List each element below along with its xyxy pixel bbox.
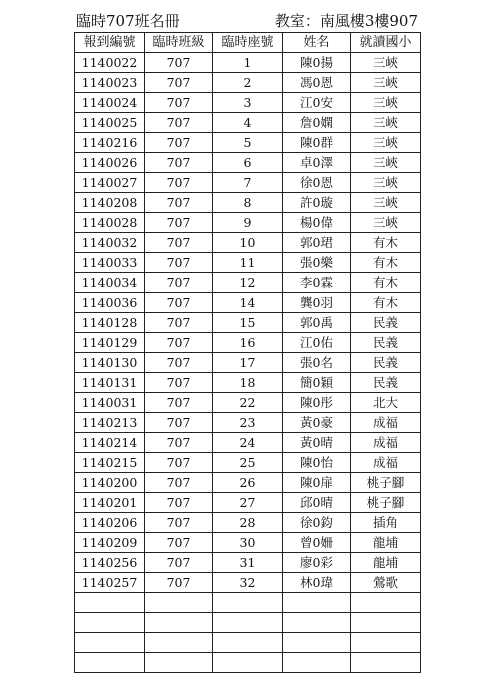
registration-no-cell [75, 653, 145, 673]
student-name-cell: 黃0晴 [283, 433, 351, 453]
seat-no-cell: 22 [213, 393, 283, 413]
elementary-school-cell: 三峽 [351, 213, 421, 233]
seat-no-cell: 15 [213, 313, 283, 333]
seat-no-cell: 14 [213, 293, 283, 313]
registration-no-cell: 1140214 [75, 433, 145, 453]
page-header [76, 10, 418, 32]
student-name-cell [283, 593, 351, 613]
registration-no-cell: 1140208 [75, 193, 145, 213]
temp-class-cell: 707 [145, 93, 213, 113]
elementary-school-cell: 有木 [351, 273, 421, 293]
table-row [75, 233, 421, 253]
registration-no-cell: 1140022 [75, 53, 145, 73]
seat-no-cell: 28 [213, 513, 283, 533]
table-row [75, 473, 421, 493]
registration-no-cell: 1140200 [75, 473, 145, 493]
temp-class-cell: 707 [145, 533, 213, 553]
elementary-school-cell [351, 633, 421, 653]
seat-no-cell: 4 [213, 113, 283, 133]
student-name-cell: 江0佑 [283, 333, 351, 353]
table-row [75, 493, 421, 513]
student-name-cell: 邱0晴 [283, 493, 351, 513]
registration-no-cell [75, 613, 145, 633]
elementary-school-cell [351, 653, 421, 673]
table-row [75, 633, 421, 653]
elementary-school-cell: 民義 [351, 333, 421, 353]
temp-class-cell: 707 [145, 293, 213, 313]
col-header-name: 姓名 [283, 33, 351, 53]
registration-no-cell: 1140129 [75, 333, 145, 353]
temp-class-cell [145, 633, 213, 653]
seat-no-cell: 24 [213, 433, 283, 453]
table-row [75, 393, 421, 413]
seat-no-cell: 18 [213, 373, 283, 393]
registration-no-cell: 1140031 [75, 393, 145, 413]
student-name-cell: 江0安 [283, 93, 351, 113]
elementary-school-cell: 龍埔 [351, 533, 421, 553]
temp-class-cell: 707 [145, 473, 213, 493]
registration-no-cell: 1140025 [75, 113, 145, 133]
roster-table [74, 32, 421, 673]
header-row [75, 33, 421, 53]
seat-no-cell: 32 [213, 573, 283, 593]
registration-no-cell: 1140024 [75, 93, 145, 113]
col-header-temp-class: 臨時班級 [145, 33, 213, 53]
table-row [75, 593, 421, 613]
roster-title: 臨時707班名冊 [76, 12, 180, 30]
registration-no-cell: 1140206 [75, 513, 145, 533]
registration-no-cell [75, 593, 145, 613]
table-row [75, 453, 421, 473]
temp-class-cell: 707 [145, 133, 213, 153]
table-row [75, 413, 421, 433]
table-row [75, 573, 421, 593]
temp-class-cell: 707 [145, 113, 213, 133]
student-name-cell: 李0霖 [283, 273, 351, 293]
elementary-school-cell: 三峽 [351, 193, 421, 213]
table-row [75, 53, 421, 73]
registration-no-cell: 1140130 [75, 353, 145, 373]
student-name-cell [283, 653, 351, 673]
table-row [75, 193, 421, 213]
seat-no-cell: 7 [213, 173, 283, 193]
seat-no-cell: 6 [213, 153, 283, 173]
temp-class-cell [145, 653, 213, 673]
student-name-cell: 徐0恩 [283, 173, 351, 193]
seat-no-cell [213, 613, 283, 633]
table-row [75, 533, 421, 553]
seat-no-cell [213, 593, 283, 613]
elementary-school-cell: 三峽 [351, 173, 421, 193]
student-name-cell: 郭0珺 [283, 233, 351, 253]
temp-class-cell [145, 613, 213, 633]
temp-class-cell: 707 [145, 73, 213, 93]
seat-no-cell: 16 [213, 333, 283, 353]
elementary-school-cell: 有木 [351, 253, 421, 273]
temp-class-cell: 707 [145, 313, 213, 333]
temp-class-cell: 707 [145, 573, 213, 593]
table-row [75, 373, 421, 393]
elementary-school-cell: 插角 [351, 513, 421, 533]
temp-class-cell: 707 [145, 433, 213, 453]
seat-no-cell: 11 [213, 253, 283, 273]
student-name-cell: 曾0姍 [283, 533, 351, 553]
registration-no-cell: 1140033 [75, 253, 145, 273]
student-name-cell: 陳0揚 [283, 53, 351, 73]
temp-class-cell: 707 [145, 553, 213, 573]
seat-no-cell: 8 [213, 193, 283, 213]
registration-no-cell: 1140201 [75, 493, 145, 513]
table-row [75, 353, 421, 373]
seat-no-cell: 5 [213, 133, 283, 153]
col-header-registration-no: 報到編號 [75, 33, 145, 53]
seat-no-cell [213, 653, 283, 673]
temp-class-cell: 707 [145, 373, 213, 393]
seat-no-cell: 10 [213, 233, 283, 253]
temp-class-cell: 707 [145, 453, 213, 473]
seat-no-cell: 31 [213, 553, 283, 573]
table-row [75, 253, 421, 273]
temp-class-cell: 707 [145, 253, 213, 273]
elementary-school-cell: 三峽 [351, 133, 421, 153]
elementary-school-cell: 民義 [351, 313, 421, 333]
table-row [75, 293, 421, 313]
elementary-school-cell: 三峽 [351, 93, 421, 113]
elementary-school-cell: 有木 [351, 293, 421, 313]
temp-class-cell: 707 [145, 513, 213, 533]
registration-no-cell: 1140213 [75, 413, 145, 433]
registration-no-cell: 1140209 [75, 533, 145, 553]
seat-no-cell: 9 [213, 213, 283, 233]
table-row [75, 213, 421, 233]
registration-no-cell: 1140128 [75, 313, 145, 333]
elementary-school-cell: 三峽 [351, 153, 421, 173]
student-name-cell [283, 613, 351, 633]
table-row [75, 333, 421, 353]
temp-class-cell: 707 [145, 333, 213, 353]
registration-no-cell: 1140257 [75, 573, 145, 593]
seat-no-cell: 12 [213, 273, 283, 293]
student-name-cell: 許0璇 [283, 193, 351, 213]
temp-class-cell: 707 [145, 193, 213, 213]
registration-no-cell: 1140256 [75, 553, 145, 573]
col-header-seat-no: 臨時座號 [213, 33, 283, 53]
elementary-school-cell: 三峽 [351, 113, 421, 133]
classroom-location: 教室：南風樓3樓907 [274, 12, 418, 30]
temp-class-cell: 707 [145, 353, 213, 373]
elementary-school-cell: 成福 [351, 433, 421, 453]
registration-no-cell: 1140027 [75, 173, 145, 193]
elementary-school-cell: 三峽 [351, 53, 421, 73]
student-name-cell: 楊0偉 [283, 213, 351, 233]
temp-class-cell: 707 [145, 173, 213, 193]
temp-class-cell: 707 [145, 273, 213, 293]
student-name-cell: 張0樂 [283, 253, 351, 273]
registration-no-cell: 1140026 [75, 153, 145, 173]
elementary-school-cell: 北大 [351, 393, 421, 413]
student-name-cell: 詹0嫻 [283, 113, 351, 133]
table-row [75, 653, 421, 673]
table-row [75, 313, 421, 333]
student-name-cell: 徐0鈞 [283, 513, 351, 533]
registration-no-cell: 1140036 [75, 293, 145, 313]
registration-no-cell: 1140032 [75, 233, 145, 253]
registration-no-cell: 1140215 [75, 453, 145, 473]
student-name-cell: 張0名 [283, 353, 351, 373]
table-row [75, 173, 421, 193]
student-name-cell: 郭0禹 [283, 313, 351, 333]
table-row [75, 273, 421, 293]
seat-no-cell: 27 [213, 493, 283, 513]
table-row [75, 513, 421, 533]
elementary-school-cell: 桃子腳 [351, 473, 421, 493]
elementary-school-cell [351, 593, 421, 613]
seat-no-cell: 3 [213, 93, 283, 113]
temp-class-cell: 707 [145, 213, 213, 233]
elementary-school-cell: 民義 [351, 353, 421, 373]
registration-no-cell: 1140131 [75, 373, 145, 393]
temp-class-cell: 707 [145, 393, 213, 413]
temp-class-cell: 707 [145, 493, 213, 513]
student-name-cell: 陳0扉 [283, 473, 351, 493]
seat-no-cell: 17 [213, 353, 283, 373]
elementary-school-cell: 鶯歌 [351, 573, 421, 593]
roster-body [75, 53, 421, 673]
seat-no-cell: 26 [213, 473, 283, 493]
elementary-school-cell [351, 613, 421, 633]
elementary-school-cell: 桃子腳 [351, 493, 421, 513]
student-name-cell: 卓0澤 [283, 153, 351, 173]
student-name-cell: 馮0恩 [283, 73, 351, 93]
table-row [75, 553, 421, 573]
temp-class-cell: 707 [145, 153, 213, 173]
temp-class-cell: 707 [145, 413, 213, 433]
registration-no-cell: 1140023 [75, 73, 145, 93]
table-row [75, 133, 421, 153]
student-name-cell: 林0瑋 [283, 573, 351, 593]
table-row [75, 433, 421, 453]
col-header-elementary-school: 就讀國小 [351, 33, 421, 53]
student-name-cell: 廖0彩 [283, 553, 351, 573]
elementary-school-cell: 三峽 [351, 73, 421, 93]
elementary-school-cell: 成福 [351, 453, 421, 473]
registration-no-cell: 1140028 [75, 213, 145, 233]
table-row [75, 613, 421, 633]
student-name-cell: 陳0群 [283, 133, 351, 153]
registration-no-cell: 1140216 [75, 133, 145, 153]
student-name-cell [283, 633, 351, 653]
seat-no-cell [213, 633, 283, 653]
student-name-cell: 龔0羽 [283, 293, 351, 313]
student-name-cell: 陳0怡 [283, 453, 351, 473]
student-name-cell: 簡0穎 [283, 373, 351, 393]
registration-no-cell: 1140034 [75, 273, 145, 293]
seat-no-cell: 2 [213, 73, 283, 93]
table-row [75, 153, 421, 173]
table-row [75, 73, 421, 93]
seat-no-cell: 23 [213, 413, 283, 433]
seat-no-cell: 25 [213, 453, 283, 473]
temp-class-cell [145, 593, 213, 613]
seat-no-cell: 30 [213, 533, 283, 553]
elementary-school-cell: 有木 [351, 233, 421, 253]
temp-class-cell: 707 [145, 233, 213, 253]
elementary-school-cell: 龍埔 [351, 553, 421, 573]
student-name-cell: 陳0彤 [283, 393, 351, 413]
registration-no-cell [75, 633, 145, 653]
seat-no-cell: 1 [213, 53, 283, 73]
elementary-school-cell: 成福 [351, 413, 421, 433]
student-name-cell: 黃0豪 [283, 413, 351, 433]
elementary-school-cell: 民義 [351, 373, 421, 393]
table-row [75, 113, 421, 133]
table-row [75, 93, 421, 113]
temp-class-cell: 707 [145, 53, 213, 73]
